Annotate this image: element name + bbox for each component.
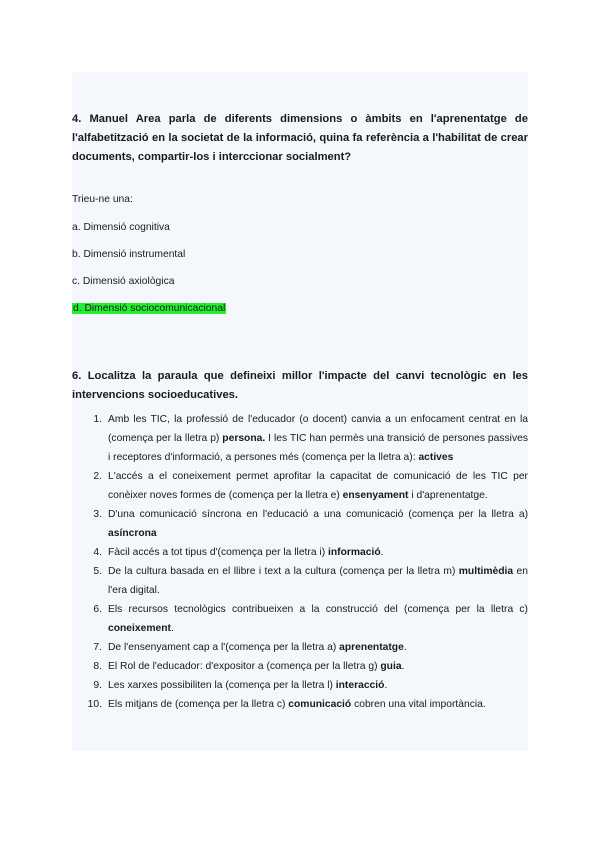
- list-item: [72, 695, 528, 714]
- list-item: [72, 562, 528, 600]
- list-number: 2.: [93, 471, 102, 482]
- question-4-title: 4. Manuel Area parla de diferents dimensions o àmbits en l'aprenentatge de l'alfabetització en la societat de la informació, quina fa referència a l'habilitat de crear documents, compartir-los i interccionar socialment?: [72, 113, 528, 163]
- item-text: El Rol de l'educador: d'expositor a (comença per la lletra g): [108, 661, 381, 672]
- item-text: Els mitjans de (comença per la lletra c): [108, 699, 289, 710]
- item-text: .: [170, 623, 174, 634]
- item-answer: aprenentatge: [339, 642, 404, 653]
- option-a[interactable]: a. Dimensió cognitiva: [72, 222, 170, 233]
- item-text: .: [380, 547, 384, 558]
- list-number: 5.: [93, 566, 102, 577]
- item-text: .: [403, 642, 407, 653]
- list-item: [72, 467, 528, 505]
- answer-list: [72, 410, 528, 714]
- item-text: Amb les TIC, la professió de l'educador (o docent) canvia a un enfocament centrat en la (comença per la lletra p): [108, 414, 528, 444]
- list-item: [72, 410, 528, 467]
- choice-prompt: Trieu-ne una:: [72, 194, 133, 205]
- item-text: De la cultura basada en el llibre i text a la cultura (comença per la lletra m): [108, 566, 459, 577]
- item-answer: informació: [328, 547, 381, 558]
- list-number: 4.: [93, 547, 102, 558]
- option-c[interactable]: c. Dimensió axiològica: [72, 276, 175, 287]
- item-answer: guia: [380, 661, 402, 672]
- item-text: i d'aprenentatge.: [408, 490, 488, 501]
- question-6-title: 6. Localitza la paraula que defineixi millor l'impacte del canvi tecnològic en les intervencions socioeducatives.: [72, 370, 528, 401]
- item-text: Fàcil accés a tot tipus d'(comença per la lletra i): [108, 547, 329, 558]
- question-4: [72, 110, 528, 314]
- item-text: cobren una vital importància.: [351, 699, 486, 710]
- item-answer: comunicació: [288, 699, 352, 710]
- item-text: L'accés a el coneixement permet aprofitar la capacitat de comunicació de les TIC per conèixer noves formes de (comença per la lletra e): [108, 471, 528, 501]
- item-answer: ensenyament: [342, 490, 409, 501]
- item-answer: interacció: [335, 680, 385, 691]
- list-number: 10.: [87, 699, 102, 710]
- option-b[interactable]: b. Dimensió instrumental: [72, 249, 186, 260]
- list-number: 1.: [93, 414, 102, 425]
- question-6: [72, 367, 528, 714]
- item-text: Els recursos tecnològics contribueixen a la construcció del (comença per la lletra c): [108, 604, 528, 615]
- list-number: 7.: [93, 642, 102, 653]
- item-text: .: [401, 661, 405, 672]
- item-answer: coneixement: [108, 623, 171, 634]
- item-text: D'una comunicació síncrona en l'educació a una comunicació (comença per la lletra a): [108, 509, 528, 520]
- item-text: I les TIC han permès una transició de persones passives i receptores d'informació, a persones més (comença per la lletra a):: [108, 433, 528, 463]
- item-text: en l'era digital.: [108, 566, 528, 596]
- list-item: [72, 638, 528, 657]
- list-number: 8.: [93, 661, 102, 672]
- item-answer: multimèdia: [458, 566, 514, 577]
- list-item: [72, 600, 528, 638]
- item-text: De l'ensenyament cap a l'(comença per la lletra a): [108, 642, 340, 653]
- item-answer: actives: [418, 452, 454, 463]
- list-number: 6.: [93, 604, 102, 615]
- list-item: [72, 505, 528, 543]
- list-number: 3.: [93, 509, 102, 520]
- item-answer: asíncrona: [108, 528, 157, 539]
- list-number: 9.: [93, 680, 102, 691]
- item-answer: persona.: [222, 433, 266, 444]
- list-item: [72, 543, 528, 562]
- item-text: .: [384, 680, 388, 691]
- option-d-highlighted[interactable]: d. Dimensió sociocomunicacional: [73, 303, 226, 314]
- item-text: Les xarxes possibiliten la (comença per la lletra l): [108, 680, 336, 691]
- list-item: [72, 676, 528, 695]
- list-item: [72, 657, 528, 676]
- document-page: [72, 72, 528, 751]
